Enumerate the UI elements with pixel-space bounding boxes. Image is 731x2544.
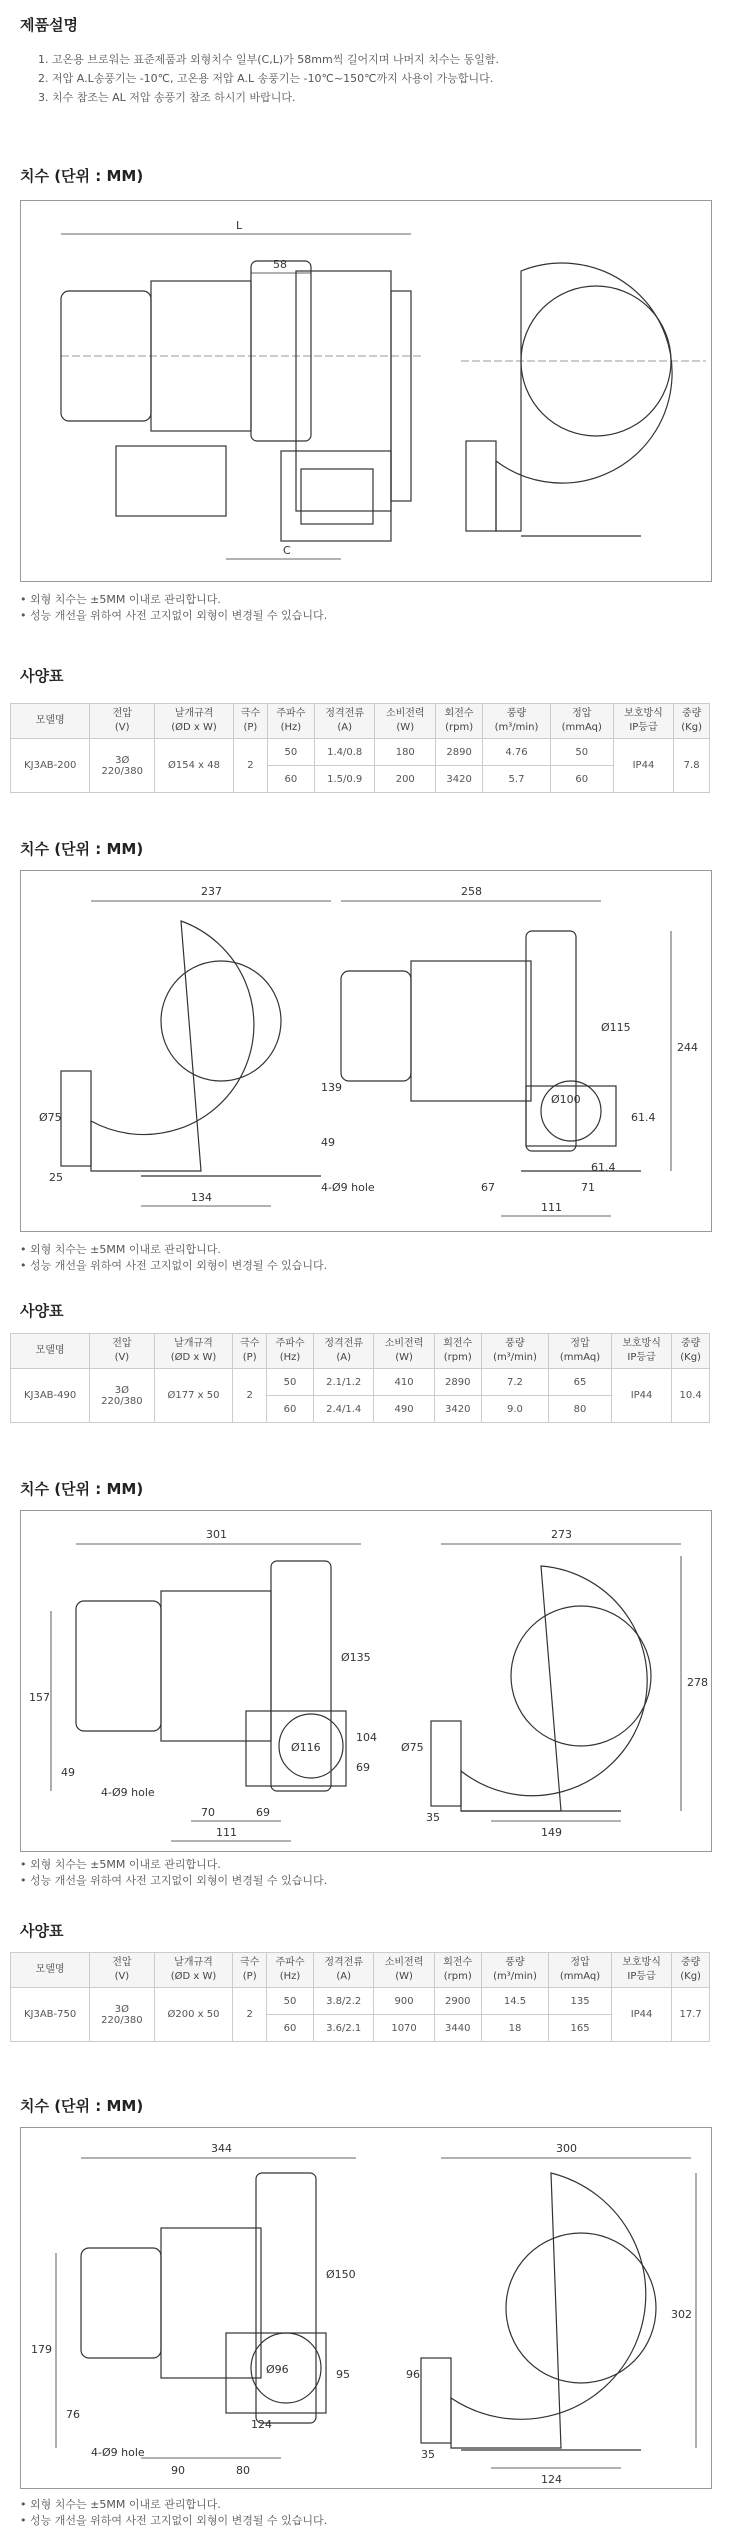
cell-voltage: 3Ø 220/380 [90, 739, 155, 793]
cell-rpm: 3420 [436, 766, 483, 793]
col-ip: 보호방식 IP등급 [611, 1953, 671, 1988]
dim-n124: 124 [541, 2473, 562, 2486]
col-watt: 소비전력 (W) [374, 1953, 434, 1988]
dim-n69: 69 [356, 1761, 370, 1774]
cell-press: 80 [549, 1396, 612, 1423]
intro-item: 1. 고온용 브로워는 표준제품과 외형치수 일부(C,L)가 58mm씩 길어지며 나머지 치수는 동일함. [52, 50, 710, 69]
cell-flow: 7.2 [481, 1369, 548, 1396]
cell-hz: 60 [267, 1396, 314, 1423]
notes-1 [20, 592, 327, 624]
cell-rpm: 2890 [434, 1369, 481, 1396]
dim-n70: 70 [201, 1806, 215, 1819]
col-amp: 정격전류 (A) [314, 704, 375, 739]
dim-C: C [283, 544, 291, 557]
table-row [11, 1369, 710, 1396]
cell-amp: 3.8/2.2 [314, 1988, 374, 2015]
spec-table-1 [10, 703, 710, 793]
col-blade: 날개규격 (ØD x W) [154, 1334, 233, 1369]
notes-3 [20, 1857, 327, 1889]
dim-h1: 244 [677, 1041, 698, 1054]
dim-w2: 273 [551, 1528, 572, 1541]
cell-watt: 490 [374, 1396, 434, 1423]
cell-weight: 7.8 [674, 739, 710, 793]
blower-drawing-2 [21, 871, 711, 1231]
spec-header-row [11, 1953, 710, 1988]
col-weight: 중량 (Kg) [672, 1334, 710, 1369]
intro-item: 3. 치수 참조는 AL 저압 송풍기 참조 하시기 바랍니다. [52, 88, 710, 107]
spec-title: 사양표 [20, 1302, 64, 1320]
col-press: 정압 (mmAq) [549, 1334, 612, 1369]
dim-d150: Ø150 [326, 2268, 356, 2281]
cell-amp: 2.4/1.4 [314, 1396, 374, 1423]
col-hz: 주파수 (Hz) [267, 1334, 314, 1369]
dim-n35: 35 [426, 1811, 440, 1824]
cell-blade: Ø177 x 50 [154, 1369, 233, 1423]
dim-n179: 179 [31, 2343, 52, 2356]
dim-title: 치수 (단위 : MM) [20, 167, 144, 185]
cell-hz: 50 [267, 739, 314, 766]
col-hz: 주파수 (Hz) [267, 704, 314, 739]
cell-flow: 9.0 [481, 1396, 548, 1423]
intro-title: 제품설명 [20, 16, 78, 34]
dim-d115: Ø115 [601, 1021, 631, 1034]
dim-n67: 67 [481, 1181, 495, 1194]
cell-press: 65 [549, 1369, 612, 1396]
dim-n124a: 124 [251, 2418, 272, 2431]
cell-press: 50 [550, 739, 613, 766]
cell-press: 165 [549, 2015, 612, 2042]
cell-weight: 10.4 [672, 1369, 710, 1423]
cell-ip: IP44 [611, 1988, 671, 2042]
dim-n139: 139 [321, 1081, 342, 1094]
col-model: 모델명 [11, 1953, 90, 1988]
cell-press: 135 [549, 1988, 612, 2015]
dim-n69b: 69 [256, 1806, 270, 1819]
cell-amp: 1.4/0.8 [314, 739, 375, 766]
note: • 외형 치수는 ±5MM 이내로 관리합니다. [20, 1857, 327, 1873]
dim-d100: Ø100 [551, 1093, 581, 1106]
dim-title: 치수 (단위 : MM) [20, 840, 144, 858]
dim-w2: 258 [461, 885, 482, 898]
cell-flow: 4.76 [483, 739, 551, 766]
dim-n80: 80 [236, 2464, 250, 2477]
cell-flow: 14.5 [481, 1988, 548, 2015]
col-press: 정압 (mmAq) [549, 1953, 612, 1988]
cell-poles: 2 [234, 739, 268, 793]
dim-title: 치수 (단위 : MM) [20, 1480, 144, 1498]
dim-n96: 96 [406, 2368, 420, 2381]
col-flow: 풍량 (m³/min) [481, 1334, 548, 1369]
dim-n157: 157 [29, 1691, 50, 1704]
col-watt: 소비전력 (W) [374, 1334, 434, 1369]
cell-amp: 2.1/1.2 [314, 1369, 374, 1396]
dim-L: L [236, 219, 243, 232]
cell-voltage: 3Ø 220/380 [90, 1369, 154, 1423]
cell-model: KJ3AB-200 [11, 739, 90, 793]
cell-watt: 1070 [374, 2015, 434, 2042]
col-blade: 날개규격 (ØD x W) [154, 1953, 233, 1988]
cell-hz: 50 [267, 1369, 314, 1396]
cell-rpm: 3440 [434, 2015, 481, 2042]
cell-hz: 50 [267, 1988, 314, 2015]
note: • 외형 치수는 ±5MM 이내로 관리합니다. [20, 1242, 327, 1258]
cell-hz: 60 [267, 766, 314, 793]
cell-watt: 410 [374, 1369, 434, 1396]
col-amp: 정격전류 (A) [314, 1334, 374, 1369]
col-rpm: 회전수 (rpm) [434, 1334, 481, 1369]
dim-n111: 111 [541, 1201, 562, 1214]
col-voltage: 전압 (V) [90, 704, 155, 739]
dim-d116: Ø116 [291, 1741, 321, 1754]
dim-n49: 49 [61, 1766, 75, 1779]
spec-table-3 [10, 1952, 710, 2042]
cell-poles: 2 [233, 1988, 267, 2042]
dim-w2: 300 [556, 2142, 577, 2155]
cell-press: 60 [550, 766, 613, 793]
spec-title: 사양표 [20, 667, 64, 685]
dim-w1: 301 [206, 1528, 227, 1541]
cell-blade: Ø200 x 50 [154, 1988, 233, 2042]
col-rpm: 회전수 (rpm) [436, 704, 483, 739]
dim-n35: 35 [421, 2448, 435, 2461]
dim-n95: 95 [336, 2368, 350, 2381]
col-watt: 소비전력 (W) [375, 704, 436, 739]
col-voltage: 전압 (V) [90, 1334, 154, 1369]
dim-n61b: 61.4 [591, 1161, 616, 1174]
dimension-diagram-4 [20, 2127, 712, 2489]
dim-d135: Ø135 [341, 1651, 371, 1664]
cell-watt: 200 [375, 766, 436, 793]
dim-n104: 104 [356, 1731, 377, 1744]
dim-w1: 237 [201, 885, 222, 898]
dim-n49: 49 [321, 1136, 335, 1149]
note: • 성능 개선을 위하여 사전 고지없이 외형이 변경될 수 있습니다. [20, 1873, 327, 1889]
note: • 성능 개선을 위하여 사전 고지없이 외형이 변경될 수 있습니다. [20, 1258, 327, 1274]
cell-rpm: 3420 [434, 1396, 481, 1423]
dim-n149: 149 [541, 1826, 562, 1839]
col-hz: 주파수 (Hz) [267, 1953, 314, 1988]
cell-model: KJ3AB-750 [11, 1988, 90, 2042]
cell-weight: 17.7 [672, 1988, 710, 2042]
col-rpm: 회전수 (rpm) [434, 1953, 481, 1988]
col-model: 모델명 [11, 704, 90, 739]
dim-w1: 344 [211, 2142, 232, 2155]
cell-ip: IP44 [611, 1369, 671, 1423]
dim-n71: 71 [581, 1181, 595, 1194]
cell-amp: 1.5/0.9 [314, 766, 375, 793]
cell-flow: 5.7 [483, 766, 551, 793]
cell-model: KJ3AB-490 [11, 1369, 90, 1423]
cell-poles: 2 [233, 1369, 267, 1423]
cell-amp: 3.6/2.1 [314, 2015, 374, 2042]
dim-d75: Ø75 [401, 1741, 424, 1754]
col-weight: 중량 (Kg) [672, 1953, 710, 1988]
dim-hole: 4-Ø9 hole [91, 2446, 145, 2459]
table-row [11, 739, 710, 766]
dim-title: 치수 (단위 : MM) [20, 2097, 144, 2115]
col-ip: 보호방식 IP등급 [611, 1334, 671, 1369]
col-poles: 극수 (P) [234, 704, 268, 739]
note: • 성능 개선을 위하여 사전 고지없이 외형이 변경될 수 있습니다. [20, 608, 327, 624]
dim-n25: 25 [49, 1171, 63, 1184]
intro-list [20, 50, 710, 107]
dim-n76: 76 [66, 2408, 80, 2421]
col-flow: 풍량 (m³/min) [483, 704, 551, 739]
cell-blade: Ø154 x 48 [155, 739, 234, 793]
dim-hole: 4-Ø9 hole [101, 1786, 155, 1799]
cell-flow: 18 [481, 2015, 548, 2042]
dimension-diagram-1 [20, 200, 712, 582]
spec-header-row [11, 1334, 710, 1369]
col-press: 정압 (mmAq) [550, 704, 613, 739]
col-poles: 극수 (P) [233, 1334, 267, 1369]
blower-drawing-3 [21, 1511, 711, 1851]
note: • 외형 치수는 ±5MM 이내로 관리합니다. [20, 592, 327, 608]
blower-drawing-4 [21, 2128, 711, 2488]
cell-voltage: 3Ø 220/380 [90, 1988, 154, 2042]
cell-rpm: 2900 [434, 1988, 481, 2015]
dim-hole: 4-Ø9 hole [321, 1181, 375, 1194]
spec-header-row [11, 704, 710, 739]
table-row [11, 1988, 710, 2015]
dim-n111: 111 [216, 1826, 237, 1839]
col-blade: 날개규격 (ØD x W) [155, 704, 234, 739]
col-model: 모델명 [11, 1334, 90, 1369]
spec-title: 사양표 [20, 1922, 64, 1940]
intro-item: 2. 저압 A.L송풍기는 -10℃, 고온용 저압 A.L 송풍기는 -10℃~150℃까지 사용이 가능합니다. [52, 69, 710, 88]
dim-h1: 278 [687, 1676, 708, 1689]
col-amp: 정격전류 (A) [314, 1953, 374, 1988]
note: • 외형 치수는 ±5MM 이내로 관리합니다. [20, 2497, 327, 2513]
dim-n90: 90 [171, 2464, 185, 2477]
col-flow: 풍량 (m³/min) [481, 1953, 548, 1988]
dim-n134: 134 [191, 1191, 212, 1204]
dim-n61a: 61.4 [631, 1111, 656, 1124]
dim-d96: Ø96 [266, 2363, 289, 2376]
dim-d75: Ø75 [39, 1111, 62, 1124]
dimension-diagram-3 [20, 1510, 712, 1852]
cell-watt: 180 [375, 739, 436, 766]
cell-ip: IP44 [613, 739, 674, 793]
col-poles: 극수 (P) [233, 1953, 267, 1988]
blower-drawing-1 [21, 201, 711, 581]
dimension-diagram-2 [20, 870, 712, 1232]
spec-table-2 [10, 1333, 710, 1423]
note: • 성능 개선을 위하여 사전 고지없이 외형이 변경될 수 있습니다. [20, 2513, 327, 2529]
col-voltage: 전압 (V) [90, 1953, 154, 1988]
dim-58: 58 [273, 258, 287, 271]
col-ip: 보호방식 IP등급 [613, 704, 674, 739]
notes-4 [20, 2497, 327, 2529]
cell-watt: 900 [374, 1988, 434, 2015]
col-weight: 중량 (Kg) [674, 704, 710, 739]
cell-hz: 60 [267, 2015, 314, 2042]
dim-h1: 302 [671, 2308, 692, 2321]
notes-2 [20, 1242, 327, 1274]
cell-rpm: 2890 [436, 739, 483, 766]
